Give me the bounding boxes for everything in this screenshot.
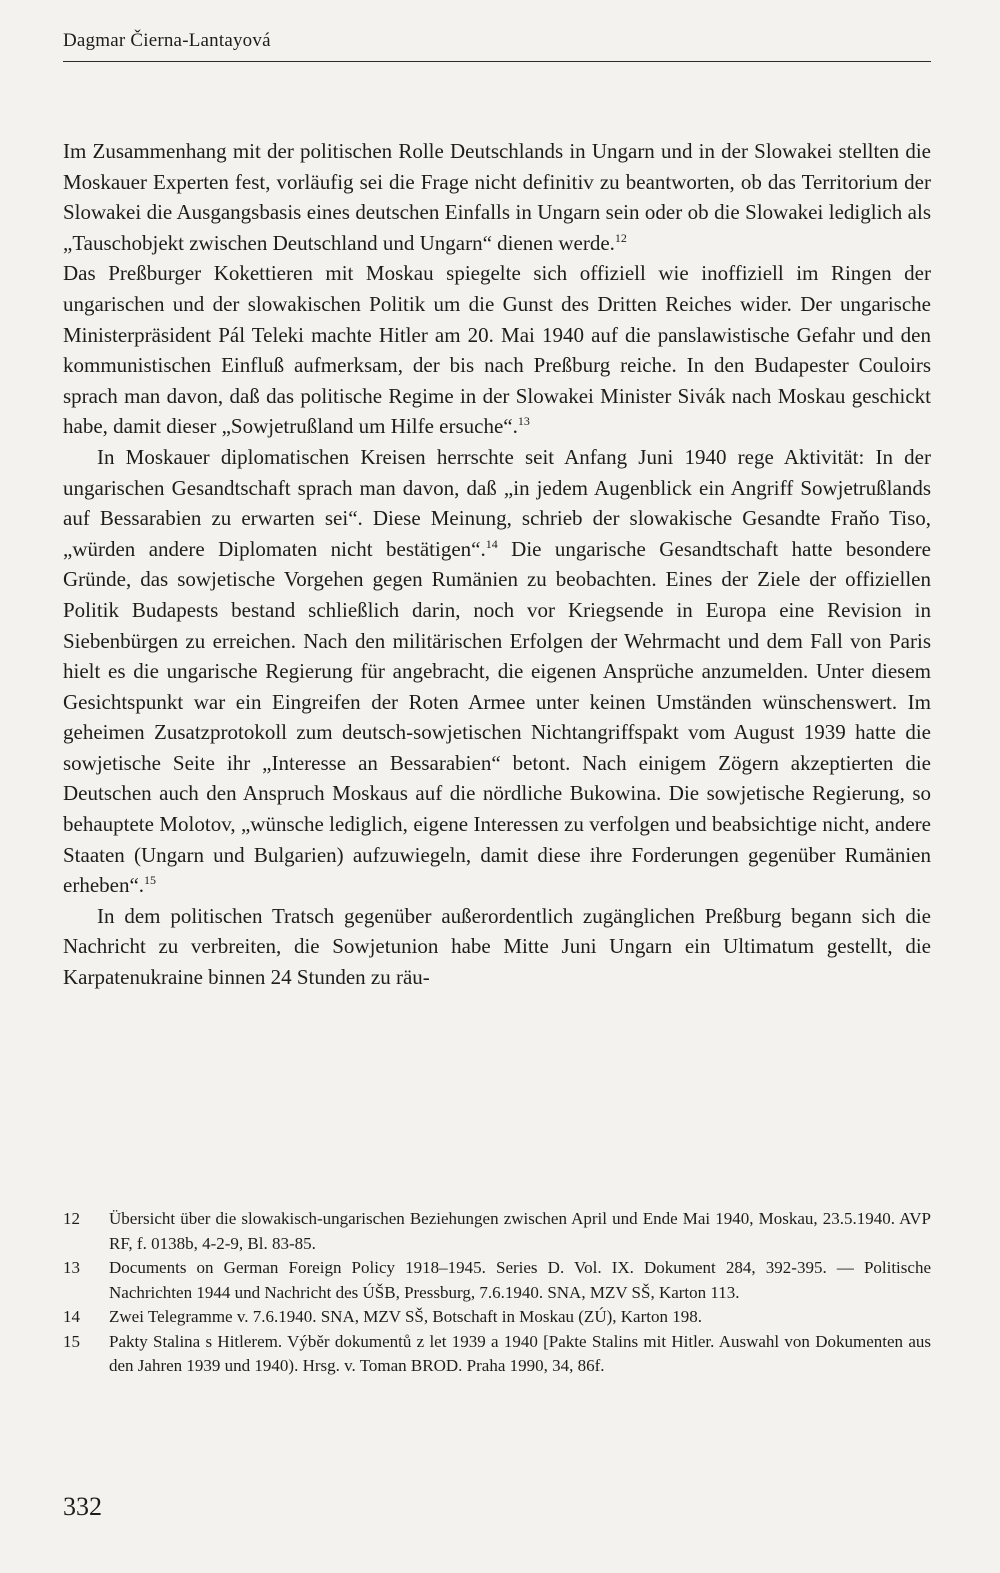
- paragraph: [63, 901, 931, 993]
- footnote-ref: 13: [517, 414, 530, 429]
- paragraph-text: In Moskauer diplomatischen Kreisen herrschte seit Anfang Juni 1940 rege Aktivität: In der ungarischen Gesandtschaft sprach man davon, daß „in jedem Augenblick ein Angriff Sowjetrußlands auf Bessarabien zu erwarten sei“. Diese Meinung, schrieb der slowakische Gesandte Fraňo Tiso, „würden andere Diplomaten nicht bestätigen“.: [63, 444, 931, 561]
- footnote-ref: 15: [144, 873, 157, 888]
- footnote-text: Documents on German Foreign Policy 1918–1945. Series D. Vol. IX. Dokument 284, 392-395. — Politische Nachrichten 1944 und Nachricht des ÚŠB, Pressburg, 7.6.1940. SNA, MZV SŠ, Karton 113.: [109, 1258, 931, 1302]
- paragraph-text: Die ungarische Gesandtschaft hatte besondere Gründe, das sowjetische Vorgehen gegen Rumänien zu beobachten. Eines der Ziele der offiziellen Politik Budapests bestand schließlich darin, noch vor Kriegsende in Europa eine Revision in Siebenbürgen zu erreichen. Nach den militärischen Erfolgen der Wehrmacht und dem Fall von Paris hielt es die ungarische Regierung für angebracht, die eigenen Ansprüche anzumelden. Unter diesem Gesichtspunkt war ein Eingreifen der Roten Armee unter keinen Umständen wünschenswert. Im geheimen Zusatzprotokoll zum deutsch-sowjetischen Nichtangriffspakt vom August 1939 hatte die sowjetische Seite ihr „Interesse an Bessarabien“ betont. Nach einigem Zögern akzeptierten die Deutschen auch den Anspruch Moskaus auf die nördliche Bukowina. Die sowjetische Regierung, so behauptete Molotov, „wünsche lediglich, eigene Interessen zu verfolgen und beabsichtige nicht, andere Staaten (Ungarn und Bulgarien) aufzuwiegeln, damit diese ihre Forderungen gegenüber Rumänien erheben“.: [63, 536, 931, 898]
- page-number: 332: [63, 1492, 102, 1521]
- footnote-text: Übersicht über die slowakisch-ungarischen Beziehungen zwischen April und Ende Mai 1940, Moskau, 23.5.1940. AVP RF, f. 0138b, 4-2-9, Bl. 83-85.: [109, 1209, 931, 1253]
- footnote: [63, 1207, 931, 1256]
- header-rule: [63, 61, 931, 62]
- running-head: Dagmar Čierna-Lantayová: [63, 30, 271, 51]
- footnote-ref: 12: [614, 230, 627, 245]
- footnotes: [63, 1207, 931, 1379]
- book-page: [63, 0, 931, 1573]
- footnote-number: 12: [63, 1209, 80, 1228]
- footnote: [63, 1256, 931, 1305]
- paragraph-text: Das Preßburger Kokettieren mit Moskau spiegelte sich offiziell wie inoffiziell im Ringen der ungarischen und der slowakischen Politik um die Gunst des Dritten Reiches wider. Der ungarische Ministerpräsident Pál Teleki machte Hitler am 20. Mai 1940 auf die panslawistische Gefahr und den kommunistischen Einfluß aufmerksam, der bis nach Preßburg reiche. In den Budapester Couloirs sprach man davon, daß das politische Regime in der Slowakei Minister Sivák nach Moskau geschickt habe, damit dieser „Sowjetrußland um Hilfe ersuche“.: [63, 261, 931, 439]
- paragraph: [63, 442, 931, 901]
- footnote-text: Zwei Telegramme v. 7.6.1940. SNA, MZV SŠ, Botschaft in Moskau (ZÚ), Karton 198.: [109, 1307, 702, 1326]
- paragraph-text: In dem politischen Tratsch gegenüber außerordentlich zugänglichen Preßburg begann sich die Nachricht zu verbreiten, die Sowjetunion habe Mitte Juni Ungarn ein Ultimatum gestellt, die Karpatenukraine binnen 24 Stunden zu räu-: [63, 903, 931, 990]
- paragraph-text: Im Zusammenhang mit der politischen Rolle Deutschlands in Ungarn und in der Slowakei stellten die Moskauer Experten fest, vorläufig sei die Frage nicht definitiv zu beantworten, ob das Territorium der Slowakei die Ausgangsbasis eines deutschen Einfalls in Ungarn sein oder ob die Slowakei lediglich als „Tauschobjekt zwischen Deutschland und Ungarn“ dienen werde.: [63, 139, 931, 255]
- footnote-text: Pakty Stalina s Hitlerem. Výběr dokumentů z let 1939 a 1940 [Pakte Stalins mit Hitler. Auswahl von Dokumenten aus den Jahren 1939 und 1940). Hrsg. v. Toman BROD. Praha 1990, 34, 86f.: [109, 1331, 931, 1375]
- footnote-ref: 14: [485, 536, 498, 551]
- paragraph: [63, 136, 931, 258]
- footnote-number: 14: [63, 1307, 80, 1326]
- paragraph: [63, 258, 931, 442]
- footnote-number: 15: [63, 1331, 80, 1351]
- body-text: [63, 136, 931, 993]
- footnote: [63, 1330, 931, 1379]
- footnote: [63, 1305, 931, 1330]
- footnote-number: 13: [63, 1258, 80, 1277]
